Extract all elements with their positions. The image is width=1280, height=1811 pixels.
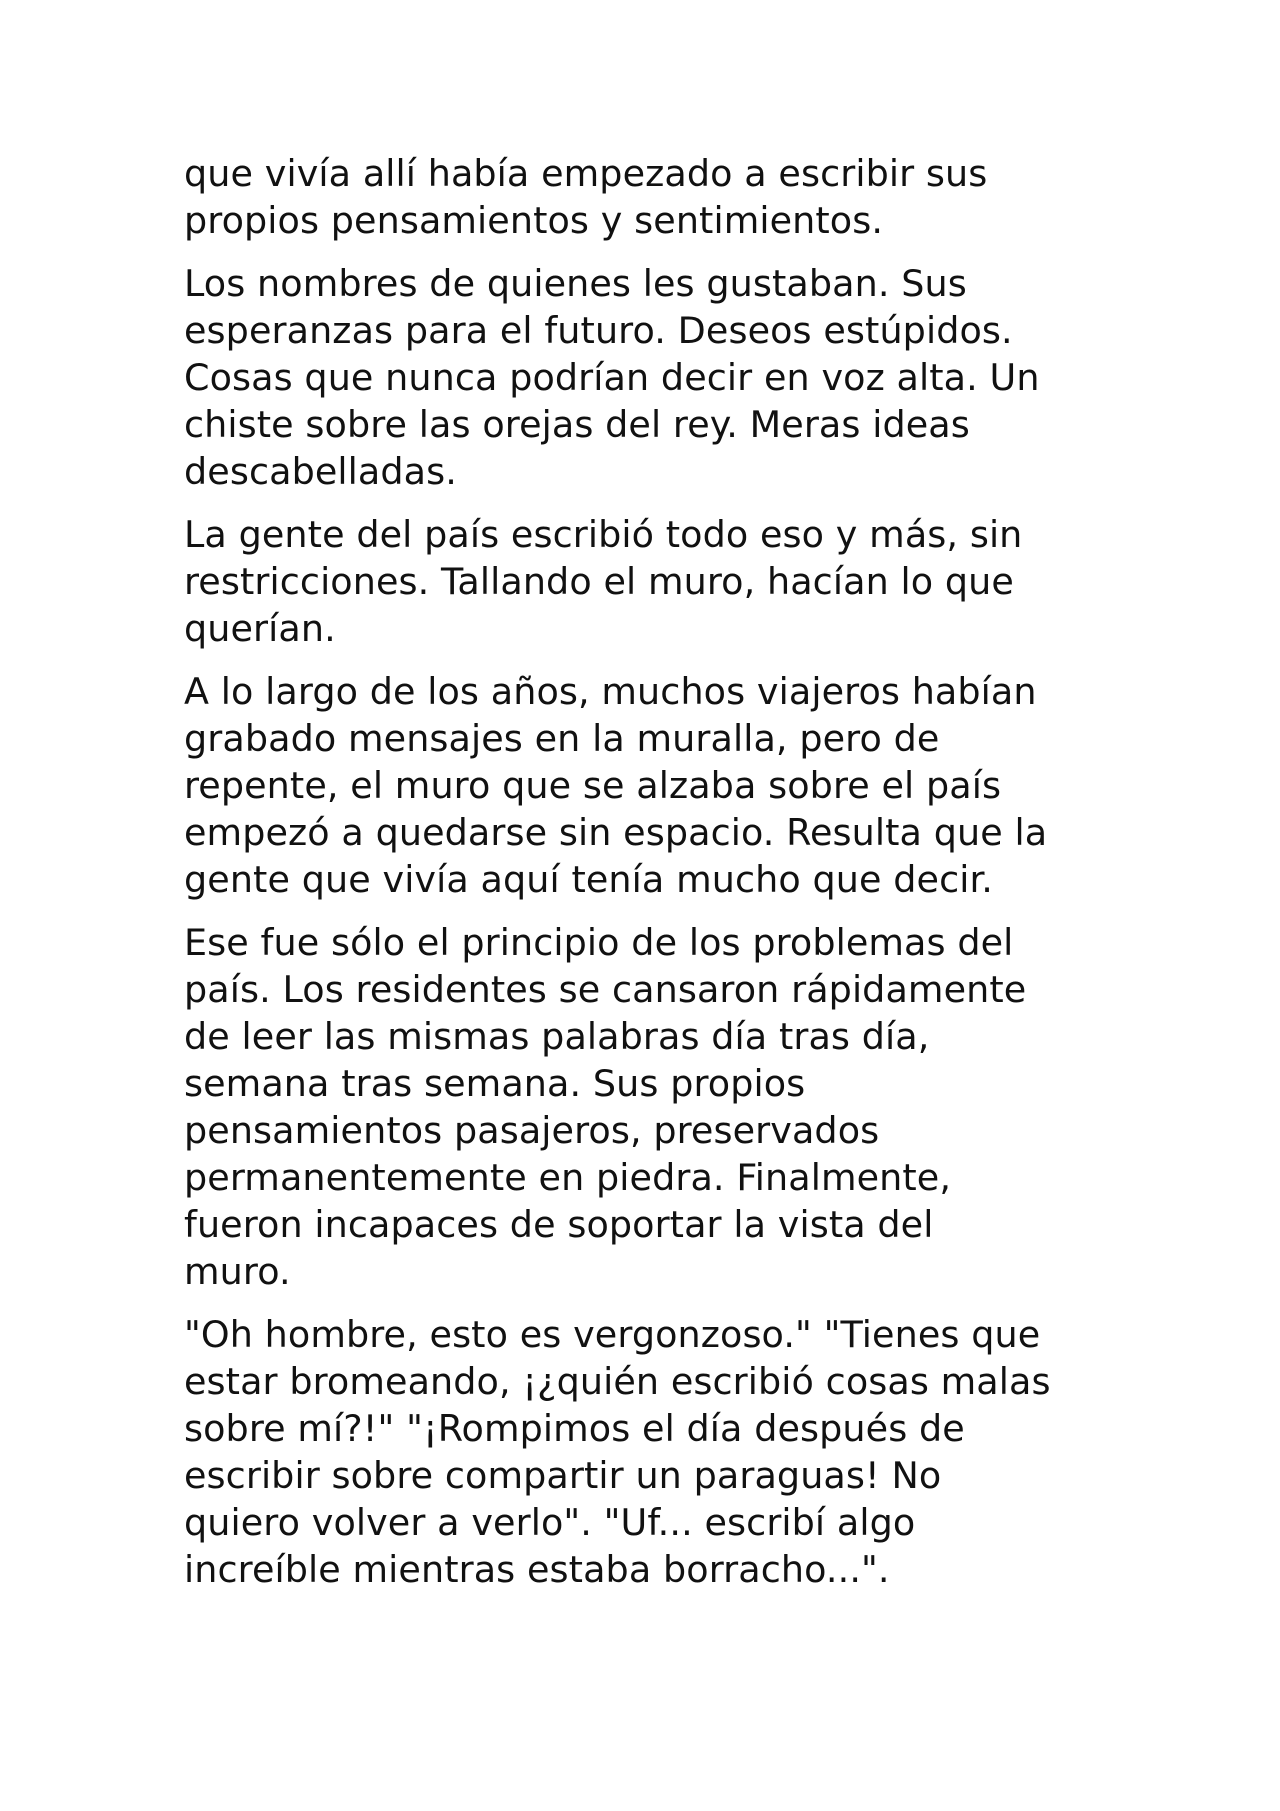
paragraph-1: que vivía allí había empezado a escribir sus propios pensamientos y sentimientos. [184, 152, 988, 242]
paragraph-6: "Oh hombre, esto es vergonzoso." "Tienes que estar bromeando, ¡¿quién escribió cosas malas sobre mí?!" "¡Rompimos el día después de escribir sobre compartir un paraguas! No quiero volver a verlo". "Uf... escribí algo increíble mientras estaba borracho...". [184, 1313, 1051, 1591]
paragraph-2: Los nombres de quienes les gustaban. Sus esperanzas para el futuro. Deseos estúpidos. Cosas que nunca podrían decir en voz alta. Un chiste sobre las orejas del rey. Meras ideas descabelladas. [184, 262, 1040, 493]
paragraph-5: Ese fue sólo el principio de los problemas del país. Los residentes se cansaron rápidamente de leer las mismas palabras día tras día, semana tras semana. Sus propios pensamientos pasajeros, preservados permanentemente en piedra. Finalmente, fueron incapaces de soportar la vista del muro. [184, 921, 1027, 1293]
paragraph-4: A lo largo de los años, muchos viajeros habían grabado mensajes en la muralla, pero de repente, el muro que se alzaba sobre el país empezó a quedarse sin espacio. Resulta que la gente que vivía aquí tenía mucho que decir. [184, 670, 1048, 901]
paragraph-3: La gente del país escribió todo eso y más, sin restricciones. Tallando el muro, hacían lo que querían. [184, 513, 1023, 650]
text-column [184, 150, 1124, 1609]
